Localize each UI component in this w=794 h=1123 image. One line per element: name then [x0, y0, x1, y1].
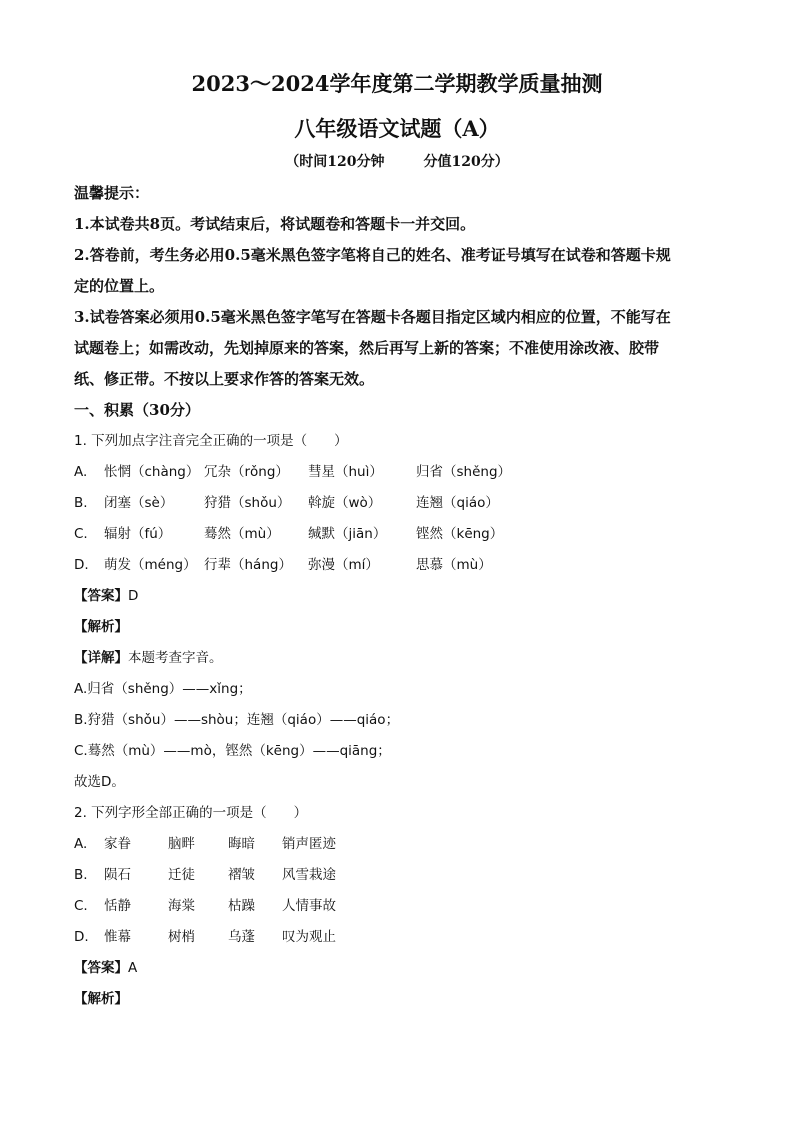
q1-analysis-line: C.蓦然（mù）——mò，铿然（kēng）——qiāng； [74, 743, 391, 759]
detail-text: 本题考查字音。 [128, 650, 223, 666]
answer-value: D [128, 588, 139, 604]
q1-option-a [74, 457, 720, 488]
option-item: 人情事故 [282, 898, 336, 914]
analysis-tag: 【解析】 [74, 619, 128, 635]
option-item: 陨石 [104, 867, 131, 883]
option-item: 缄默（jiān） [308, 526, 387, 542]
answer-value: A [128, 960, 138, 976]
option-label: B. [74, 495, 88, 511]
option-item: 辐射（fú） [104, 526, 172, 542]
option-label: B. [74, 867, 88, 883]
option-item: 乌蓬 [228, 929, 255, 945]
question-1-stem: 1. 下列加点字注音完全正确的一项是（ ） [74, 433, 348, 449]
option-item: 铿然（kēng） [416, 526, 504, 542]
option-item: 归省（shěng） [416, 464, 512, 480]
q1-analysis-line: A.归省（shěng）——xǐng； [74, 681, 252, 697]
option-item: 冗杂（rǒng） [204, 464, 289, 480]
q2-option-c [74, 891, 720, 922]
option-item: 褶皱 [228, 867, 255, 883]
option-label: C. [74, 898, 88, 914]
q1-detail [74, 643, 720, 674]
option-item: 怅惘（chàng） [104, 464, 200, 480]
option-item: 弥漫（mí） [308, 557, 379, 573]
option-item: 萌发（méng） [104, 557, 197, 573]
option-label: D. [74, 557, 89, 573]
option-item: 思慕（mù） [416, 557, 492, 573]
option-item: 晦暗 [228, 836, 255, 852]
q1-analysis [74, 612, 720, 643]
tips-line: 纸、修正带。不按以上要求作答的答案无效。 [74, 370, 375, 388]
option-item: 蓦然（mù） [204, 526, 280, 542]
q1-analysis-line: 故选D。 [74, 774, 125, 790]
option-item: 脑畔 [168, 836, 195, 852]
tips-heading: 温馨提示： [74, 184, 150, 202]
option-item: 闭塞（sè） [104, 495, 174, 511]
option-label: D. [74, 929, 89, 945]
option-item: 行辈（háng） [204, 557, 292, 573]
option-label: C. [74, 526, 88, 542]
option-item: 恬静 [104, 898, 131, 914]
tips-line: 定的位置上。 [74, 277, 165, 295]
q2-answer [74, 953, 720, 984]
option-item: 风雪栽途 [282, 867, 336, 883]
option-item: 惟幕 [104, 929, 131, 945]
exam-title: 2023～2024学年度第二学期教学质量抽测 [191, 71, 603, 96]
exam-time-score: （时间120分钟 分值120分） [285, 154, 509, 170]
q2-option-a [74, 829, 720, 860]
q2-option-b [74, 860, 720, 891]
option-item: 彗星（huì） [308, 464, 383, 480]
option-item: 狩猎（shǒu） [204, 495, 291, 511]
option-item: 连翘（qiáo） [416, 495, 499, 511]
tips-line: 2.答卷前，考生务必用0.5毫米黑色签字笔将自己的姓名、准考证号填写在试卷和答题卡规 [74, 246, 671, 264]
tips-block [74, 178, 720, 395]
option-label: A. [74, 464, 88, 480]
detail-tag: 【详解】 [74, 650, 128, 666]
answer-tag: 【答案】 [74, 588, 128, 604]
analysis-tag: 【解析】 [74, 991, 128, 1007]
q1-option-d [74, 550, 720, 581]
q1-analysis-line: B.狩猎（shǒu）——shòu；连翘（qiáo）——qiáo； [74, 712, 400, 728]
option-item: 家眷 [104, 836, 131, 852]
tips-line: 3.试卷答案必须用0.5毫米黑色签字笔写在答题卡各题目指定区域内相应的位置，不能写在 [74, 308, 671, 326]
q1-answer [74, 581, 720, 612]
answer-tag: 【答案】 [74, 960, 128, 976]
tips-line: 试题卷上；如需改动，先划掉原来的答案，然后再写上新的答案；不准使用涂改液、胶带 [74, 339, 660, 357]
option-item: 斡旋（wò） [308, 495, 382, 511]
option-item: 叹为观止 [282, 929, 336, 945]
exam-subtitle: 八年级语文试题（A） [294, 116, 500, 141]
option-item: 海棠 [168, 898, 195, 914]
option-item: 枯躁 [228, 898, 255, 914]
question-2-stem: 2. 下列字形全部正确的一项是（ ） [74, 805, 308, 821]
q1-option-b [74, 488, 720, 519]
q2-analysis [74, 984, 720, 1015]
tips-line: 1.本试卷共8页。考试结束后，将试题卷和答题卡一并交回。 [74, 215, 476, 233]
q2-option-d [74, 922, 720, 953]
section-title: 一、积累（30分） [74, 401, 200, 419]
option-item: 树梢 [168, 929, 195, 945]
option-label: A. [74, 836, 88, 852]
option-item: 销声匿迹 [282, 836, 336, 852]
q1-option-c [74, 519, 720, 550]
option-item: 迁徒 [168, 867, 195, 883]
